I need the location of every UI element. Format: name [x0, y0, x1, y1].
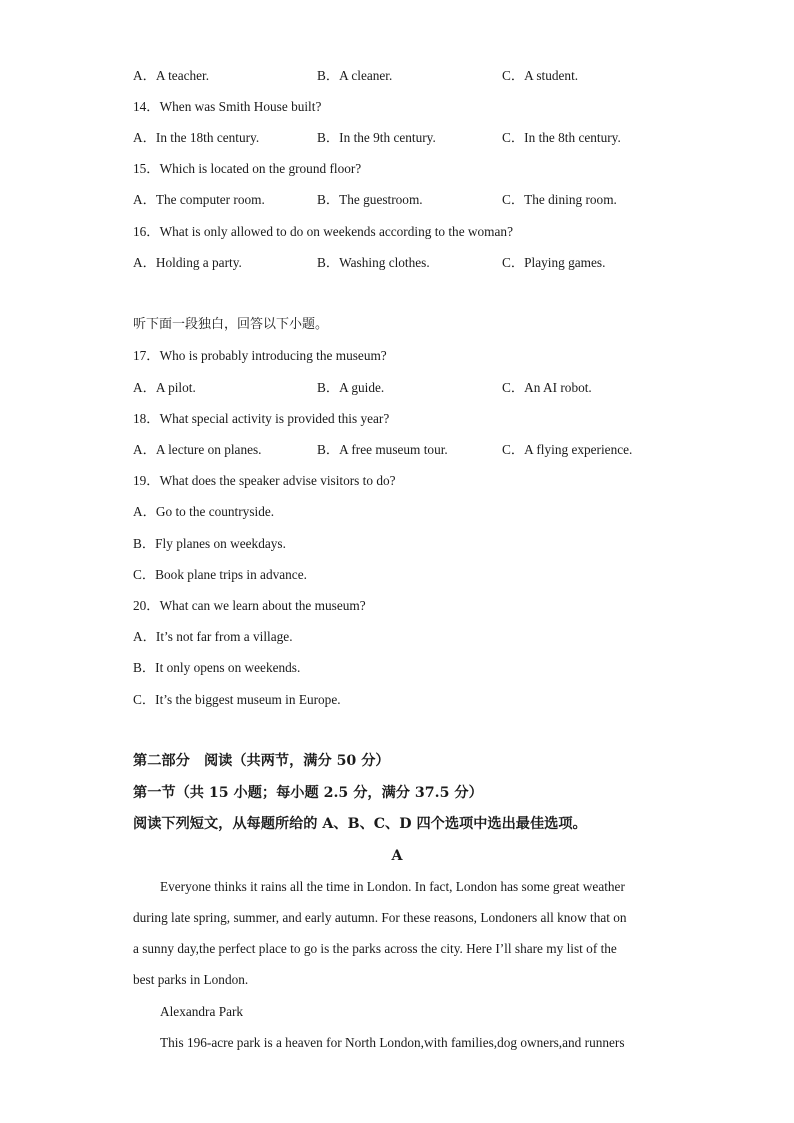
passage-line-1: Everyone thinks it rains all the time in London. In fact, London has some great weather	[160, 879, 625, 894]
q16-option-b: B．Washing clothes.	[317, 255, 430, 270]
q20-option-a: A．It’s not far from a village.	[133, 629, 293, 644]
q18-option-b: B．A free museum tour.	[317, 442, 448, 457]
q19-stem: 19．What does the speaker advise visitors to do?	[133, 473, 396, 488]
q19-option-c: C．Book plane trips in advance.	[133, 567, 307, 582]
q20-option-b: B．It only opens on weekends.	[133, 660, 301, 675]
q14-option-b: B．In the 9th century.	[317, 130, 436, 145]
q18-option-a: A．A lecture on planes.	[133, 442, 262, 457]
q20-stem: 20．What can we learn about the museum?	[133, 598, 366, 613]
q17-options	[133, 380, 693, 396]
park-heading: Alexandra Park	[160, 1004, 244, 1019]
q14-options	[133, 130, 693, 146]
passage-line-4: best parks in London.	[133, 972, 249, 987]
q16-stem: 16．What is only allowed to do on weekends according to the woman?	[133, 224, 513, 239]
q13-option-c: C．A student.	[502, 68, 579, 83]
q17-stem: 17．Who is probably introducing the museum?	[133, 348, 387, 363]
q15-option-c: C．The dining room.	[502, 192, 617, 207]
park-description-line: This 196-acre park is a heaven for North London,with families,dog owners,and runners	[160, 1035, 625, 1050]
q17-option-b: B．A guide.	[317, 380, 385, 395]
q17-option-a: A．A pilot.	[133, 380, 196, 395]
q16-options	[133, 255, 693, 271]
q16-option-c: C．Playing games.	[502, 255, 606, 270]
monologue-instruction: 听下面一段独白，回答以下小题。	[133, 317, 329, 332]
section1-title: 第一节（共 15 小题；每小题 2.5 分，满分 37.5 分）	[133, 785, 483, 801]
passage-line-2: during late spring, summer, and early autumn. For these reasons, Londoners all know that on	[133, 910, 627, 925]
q19-option-a: A．Go to the countryside.	[133, 504, 275, 519]
q13-option-b: B．A cleaner.	[317, 68, 393, 83]
q14-option-c: C．In the 8th century.	[502, 130, 621, 145]
q18-option-c: C．A flying experience.	[502, 442, 633, 457]
q15-options	[133, 192, 693, 208]
q13-options	[133, 68, 693, 84]
q16-option-a: A．Holding a party.	[133, 255, 242, 270]
part2-title: 第二部分 阅读（共两节，满分 50 分）	[133, 753, 390, 769]
q14-stem: 14．When was Smith House built?	[133, 99, 322, 114]
q20-option-c: C．It’s the biggest museum in Europe.	[133, 692, 341, 707]
q18-options	[133, 442, 693, 458]
q13-option-a: A．A teacher.	[133, 68, 210, 83]
passage-line-3: a sunny day,the perfect place to go is the parks across the city. Here I’ll share my list of the	[133, 941, 617, 956]
q19-option-b: B．Fly planes on weekdays.	[133, 536, 286, 551]
q14-option-a: A．In the 18th century.	[133, 130, 260, 145]
q15-option-a: A．The computer room.	[133, 192, 265, 207]
q17-option-c: C．An AI robot.	[502, 380, 592, 395]
q15-stem: 15．Which is located on the ground floor?	[133, 161, 362, 176]
q15-option-b: B．The guestroom.	[317, 192, 423, 207]
passage-label: A	[391, 848, 403, 864]
reading-instruction: 阅读下列短文，从每题所给的 A、B、C、D 四个选项中选出最佳选项。	[133, 816, 587, 832]
q18-stem: 18．What special activity is provided this year?	[133, 411, 390, 426]
